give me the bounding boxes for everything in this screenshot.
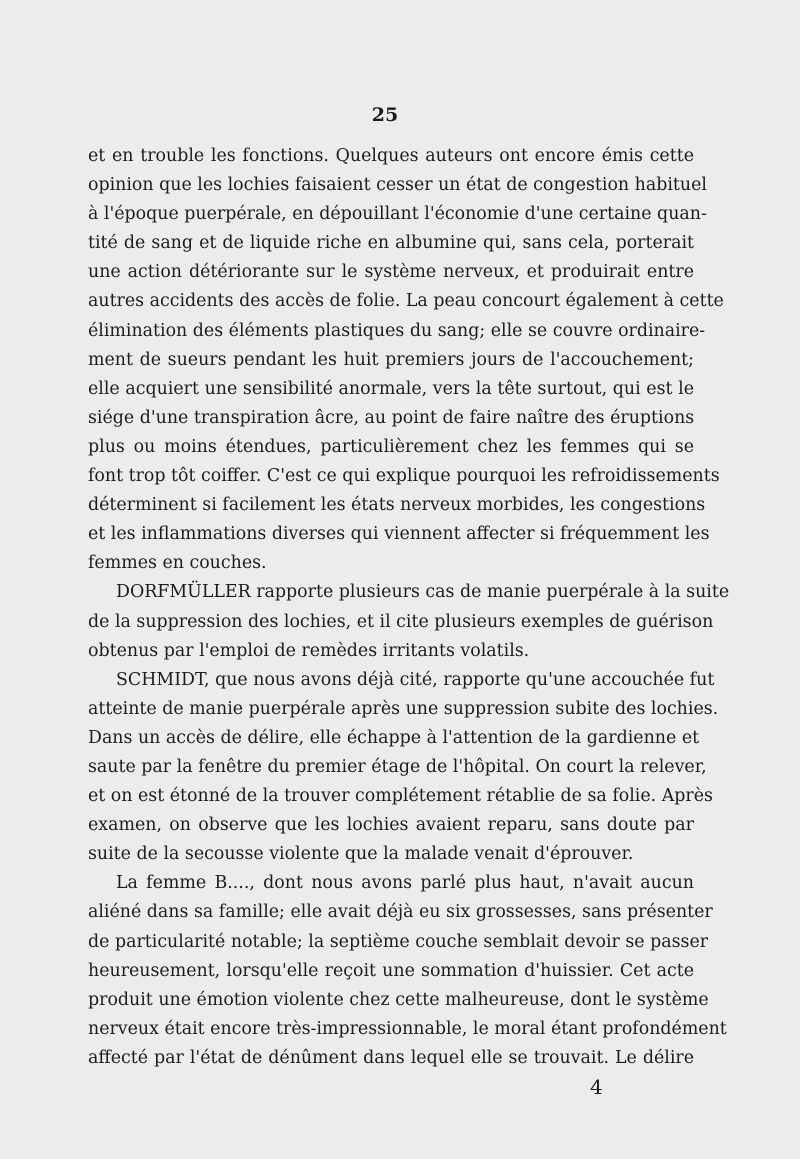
text-line: produit une émotion violente chez cette malheureuse, dont le système: [88, 989, 709, 1010]
text-line: La femme B...., dont nous avons parlé plus haut, n'avait aucun: [116, 873, 694, 894]
text-line: déterminent si facilement les états nerveux morbides, les congestions: [88, 495, 706, 516]
text-line: à l'époque puerpérale, en dépouillant l'économie d'une certaine quan-: [88, 204, 707, 225]
text-line: heureusement, lorsqu'elle reçoit une sommation d'huissier. Cet acte: [88, 960, 694, 981]
text-line: obtenus par l'emploi de remèdes irritants volatils.: [88, 640, 530, 661]
text-line: ment de sueurs pendant les huit premiers jours de l'accouchement;: [88, 349, 694, 370]
text-line: de particularité notable; la septième couche semblait devoir se passer: [88, 931, 709, 952]
text-line: Dans un accès de délire, elle échappe à l'attention de la gardienne et: [88, 727, 700, 748]
text-line: siége d'une transpiration âcre, au point de faire naître des éruptions: [88, 407, 695, 428]
text-line: affecté par l'état de dénûment dans lequel elle se trouvait. Le délire: [88, 1047, 694, 1068]
text-line: autres accidents des accès de folie. La peau concourt également à cette: [88, 291, 724, 312]
text-line: saute par la fenêtre du premier étage de l'hôpital. On court la relever,: [88, 756, 707, 777]
text-line: et en trouble les fonctions. Quelques auteurs ont encore émis cette: [88, 146, 694, 166]
text-line: femmes en couches.: [88, 553, 267, 574]
text-line: opinion que les lochies faisaient cesser un état de congestion habituel: [88, 175, 707, 196]
text-line: de la suppression des lochies, et il cite plusieurs exemples de guérison: [88, 611, 714, 632]
text-line: tité de sang et de liquide riche en albumine qui, sans cela, porterait: [88, 233, 694, 254]
text-line: élimination des éléments plastiques du sang; elle se couvre ordinaire-: [88, 320, 706, 341]
text-line: SCHMIDT, que nous avons déjà cité, rapporte qu'une accouchée fut: [116, 669, 715, 690]
text-line: elle acquiert une sensibilité anormale, vers la tête surtout, qui est le: [88, 378, 694, 399]
text-line: une action détériorante sur le système nerveux, et produirait entre: [88, 262, 694, 283]
text-line: aliéné dans sa famille; elle avait déjà eu six grossesses, sans présenter: [88, 902, 713, 923]
text-line: suite de la secousse violente que la malade venait d'éprouver.: [88, 844, 634, 865]
text-line: atteinte de manie puerpérale après une suppression subite des lochies.: [88, 698, 719, 719]
text-line: DORFMÜLLER rapporte plusieurs cas de manie puerpérale à la suite: [116, 582, 730, 603]
signature-mark: 4: [590, 1075, 603, 1099]
text-line: et les inflammations diverses qui viennent affecter si fréquemment les: [88, 524, 710, 545]
body-text: [88, 142, 730, 1073]
text-line: et on est étonné de la trouver complétement rétablie de sa folie. Après: [88, 786, 713, 807]
text-line: font trop tôt coiffer. C'est ce qui explique pourquoi les refroidissements: [88, 466, 720, 487]
text-line: plus ou moins étendues, particulièrement chez les femmes qui se: [88, 436, 694, 457]
text-line: nerveux était encore très-impressionnable, le moral étant profondément: [88, 1018, 727, 1039]
page-number: 25: [371, 104, 399, 126]
text-line: examen, on observe que les lochies avaient reparu, sans doute par: [88, 815, 694, 836]
